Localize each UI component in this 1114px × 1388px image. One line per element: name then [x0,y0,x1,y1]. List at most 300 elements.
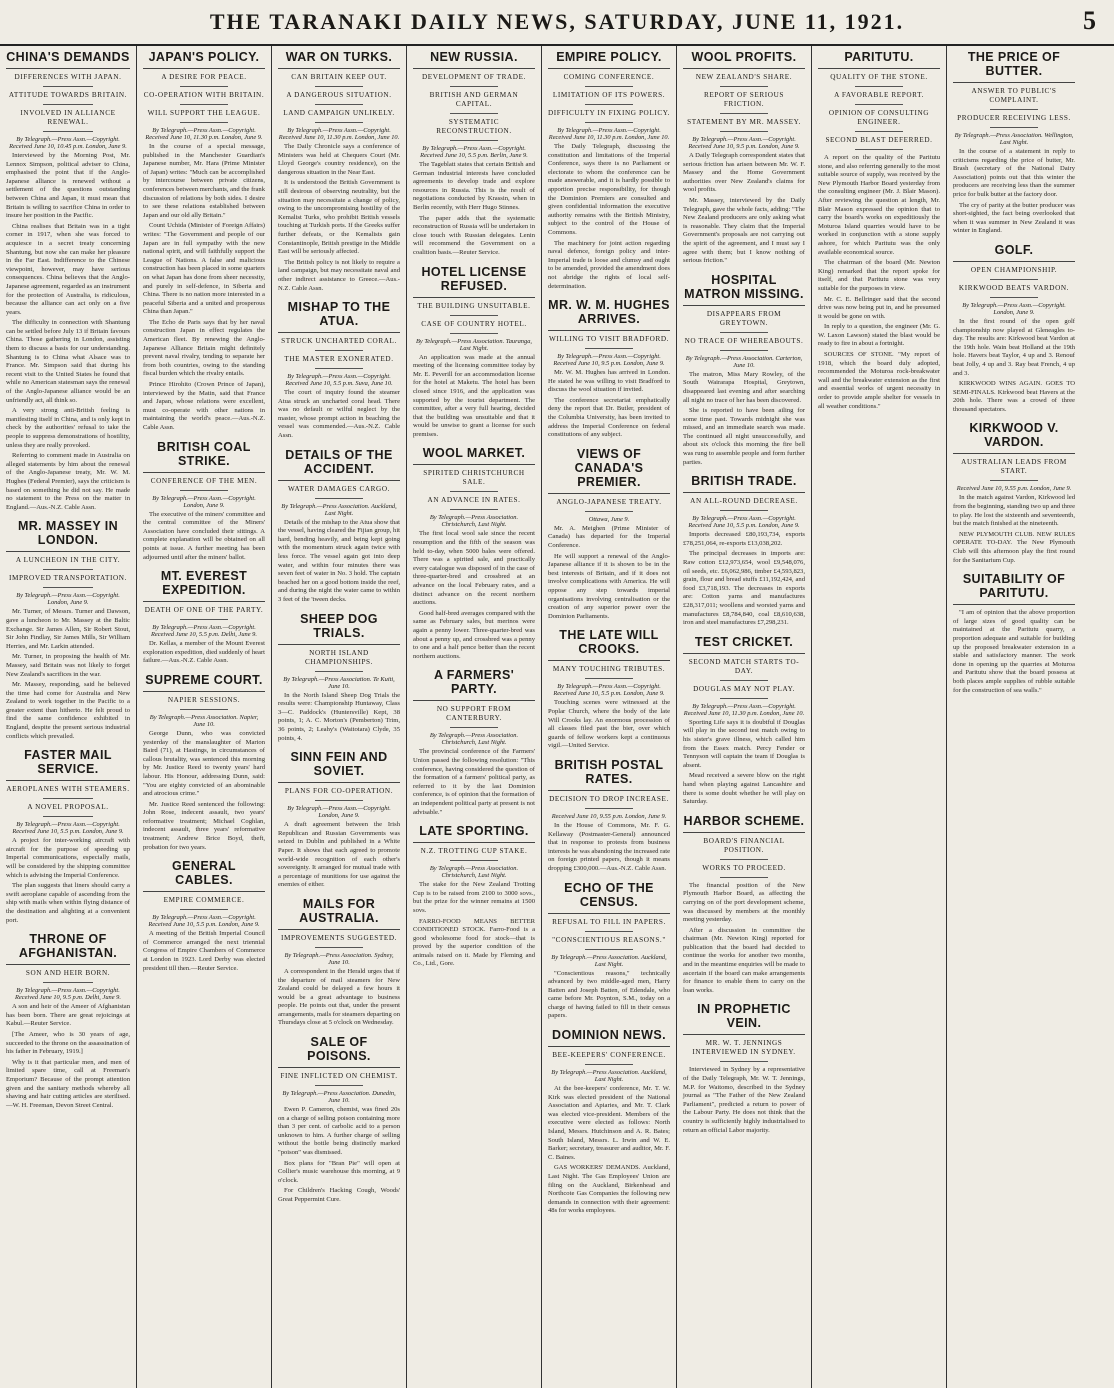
article-paragraph: The stake for the New Zealand Trotting Cup is to be raised from 2100 to 3000 sovs., but the prize for the winner remains at 1500 sovs. [413,881,535,914]
article-paragraph: Why is it that particular men, and men of limited spare time, call at Freeman's Emporium? Because of the prompt attention given and the sanitary methods whereby all shaving and hair cutting articles are sterilised.—W. H. Freeman, Devon Street Central. [6,1058,130,1109]
article-paragraph: A draft agreement between the Irish Republican and Russian Governments was seized in Dublin and published in a White Paper. It shows that each agreed to promote world-wide recognition of each other's sovereignty. It arranged for mutual trade with a percentage of munitions for use against the enemies of either. [278,821,400,889]
article-paragraph: Referring to comment made in Australia on alleged statements by him about the renewal of the Anglo-Japanese treaty, Mr. W. M. Hughes (Federal Premier), says the criticism is based on something he did not say. He made no statement to the Press on the matter in England.—Aus.-N.Z. Cable Assn. [6,452,130,511]
divider-rule [855,131,904,132]
article-paragraph: The principal decreases in imports are: Raw cotton £12,973,654, wool £9,548,076, oil seeds, etc. £6,062,986, timber £4,593,823, grain, flour and bread stuffs £11,192,424, and food £3,718,193. The decreases in exports are: Cotton yarns and manufactures £28,317,011; woollens and worsted yarns and manufactures £8,784,840, coal £8,610,638, iron and steel manufactures £7,298,231. [683,550,805,627]
article-dateline: By Telegraph.—Press Association. Sydney, June 10. [284,951,394,966]
article-paragraph: A meeting of the British Imperial Council of Commerce arranged the next triennial Congress of Empire Chambers of Commerce at London in 1923. Lord Derby was elected president till then.—Reuter Service. [143,930,265,972]
news-column [541,46,676,1388]
divider-rule [720,698,769,699]
divider-rule [855,149,904,150]
article-paragraph: The British policy is not likely to require a land campaign, but may necessitate naval and other indirect assistance to Greece.—Aus.-N.Z. Cable Assn. [278,258,400,292]
article-body [278,821,400,890]
divider-rule [720,131,769,132]
article-dateline: By Telegraph.—Press Assn.—Copyright. London, June 9. [152,494,256,509]
article-paragraph: Mead received a severe blow on the right hand when playing against Lancashire and there is some doubt whether he will play on Saturday. [683,772,805,806]
divider-rule [315,104,364,105]
article-paragraph: The provincial conference of the Farmers' Union passed the following resolution: "This conference, having considered the question of the formation of a farmers' political party, as referred to it by the last Dominion conference, is of opinion that the formation of an independent political party at present is not advisable." [413,748,535,816]
news-article [278,1035,400,1205]
masthead [0,0,1114,46]
divider-rule [855,104,904,105]
article-body [548,369,670,440]
article-paragraph: Count Uchida (Minister of Foreign Affairs) writes: "The Government and people of our Japan are in full sympathy with the new national spirit, and will faithfully support the League of Nations. A false and malicious construction has been placed in some quarters on what Japan has done from sheer necessity, and purely in self-defence, in Siberia and China. There is no nation more interested in a peaceful Siberia and a united and prosperous China than Japan." [143,222,265,316]
news-article [143,859,265,973]
article-subheading: REFUSAL TO FILL IN PAPERS. [552,917,666,926]
article-paragraph: He will support a renewal of the Anglo-Japanese alliance if it is shown to be in the best interests of Britain, and if it does not involve complications with America. He will oppose any step towards imperial organisations involving centralisation or the creation of any superior power over the Dominion Parliaments. [548,552,670,620]
article-paragraph: Interviewed by the Morning Post, Mr. Lennox Simpson, political adviser to China, emphasised the point that if the Anglo-Japanese alliance is renewed without a settlement of the questions outstanding between China and Japan, it must mean that Britain is willing to sacrifice China in order to insure her position in the Pacific. [6,152,130,220]
article-paragraph: Prince Hirohito (Crown Prince of Japan), interviewed by the Matin, said that France and Japan, whose relations were excellent, must co-operate with other nations in maintaining the world's peace.—Aus.-N.Z. Cable Assn. [143,381,265,431]
divider-rule [43,86,93,87]
article-subheading: AN ADVANCE IN RATES. [427,496,521,505]
divider-rule [585,104,634,105]
article-dateline: By Telegraph.—Press Assn.—Copyright. Received June 10, 5.5 p.m. Berlin, June 9. [420,145,528,159]
article-body [143,730,265,852]
article-subheading: QUALITY OF THE STONE. [830,73,928,81]
article-paragraph: [The Ameer, who is 30 years of age, succeeded to the throne on the assassination of his father in February, 1919.] [6,1030,130,1056]
article-subheading: WILLING TO VISIT BRADFORD. [548,335,670,344]
article-body [683,1066,805,1135]
article-headline: CHINA'S DEMANDS [6,50,130,69]
article-body [548,1085,670,1216]
article-paragraph: George Dunn, who was convicted yesterday of the manslaughter of Marion Baird (71), at Hastings, in circumstances of callous brutality, was sentenced this morning by Mr. Justice Reed to twenty years' hard labour. His Honour, addressing Dunn, said: "You are eighty convicted of an abominable and atrocious crime." [143,729,265,798]
article-dateline: By Telegraph.—Press Assn.—Copyright. London, June 9. [16,592,120,607]
article-subheading: STRUCK UNCHARTED CORAL. [281,337,397,346]
article-body [143,511,265,563]
article-subheading: IMPROVED TRANSPORTATION. [9,574,127,583]
article-subheading: DIFFERENCES WITH JAPAN. [14,73,122,81]
article-paragraph: Box plans for "Bran Pie" will open at Collier's music warehouse this morning, at 9 o'clock. [278,1159,400,1184]
divider-rule [450,727,499,728]
divider-rule [585,678,634,679]
article-body [143,143,265,433]
article-subheading: WATER DAMAGES CARGO. [287,484,391,493]
article-subheading: ANGLO-JAPANESE TREATY. [556,497,662,506]
article-headline: SUPREME COURT. [143,673,265,692]
article-paragraph: The first local wool sale since the recent resumption and the fifth of the season was held to-day, when 5000 bales were offered. There was a spirited sale, and practically every catalogue was disposed of in the case of three-quarter-bred and crossbred at an advance on the local February rates, and a distinct advance on the recent northern auctions. [413,530,535,607]
article-subheading: SECOND BLAST DEFERRED. [825,136,933,144]
article-subheading: PLANS FOR CO-OPERATION. [284,787,394,796]
article-headline: DOMINION NEWS. [548,1028,670,1047]
article-dateline: By Telegraph.—Press Assn.—Copyright. Received June 10, 5.5 p.m. London, June 9. [688,515,800,530]
article-paragraph: "I am of opinion that the above proportion of large sizes of good quality can be maintained at the Paritutu quarry, a proportion adequate and suitable for building up the proposed breakwater extension in a stable and satisfactory manner. The work done in opening up the quarries at Moturoa and Paritutu show that the board possess at both places ample supplies of rubble suitable for the construction of sea walls." [953,609,1075,694]
article-paragraph: Touching scenes were witnessed at the Poplar Church, where the body of the late Will Crooks lay. An enormous procession of all classes filed past the bier, over which guards of fellow workers kept a continuous vigil.—United Service. [548,699,670,750]
divider-rule [450,315,499,316]
article-paragraph: Mr. Massey, interviewed by the Daily Telegraph, gave the whole facts, adding: "The New Zealand producers are only asking what is reasonable. They claim that the Imperial Government's proposals are not carrying out the spirit of the agreement, and I must say I agree with them; but I know nothing of serious friction." [683,196,805,265]
article-paragraph: A Daily Telegraph correspondent states that serious friction has arisen between Mr. W. F. Massey and the Home Government authorities over New Zealand's claims for wool profits. [683,152,805,194]
article-subheading: DECISION TO DROP INCREASE. [549,794,669,803]
article-body [548,525,670,622]
article-headline: JAPAN'S POLICY. [143,50,265,69]
article-dateline: By Telegraph.—Press Assn.—Copyright. Received June 10, 11.30 p.m. London, June 10. [683,702,805,717]
article-paragraph: Dr. Kellas, a member of the Mount Everest exploration expedition, died suddenly of heart failure.—Aus.-N.Z. Cable Assn. [143,640,265,665]
news-article [143,673,265,852]
article-dateline: By Telegraph.—Press Assn.—Copyright. Received June 10, 9.5 p.m. London, June 9. [688,136,800,150]
news-article [683,1002,805,1135]
article-paragraph: The financial position of the New Plymouth Harbor Board, as affecting the carrying on of the port development scheme, was discussed by members at the monthly meeting yesterday. [683,881,805,924]
article-paragraph: In the course of a special message, published in the Manchester Guardian's Japanese number, Mr. Hara (Prime Minister of Japan) writes: "Much can be accomplished by intercourse between private citizens, conferences between merchants, and the frank discussion of relations by both sides. I desire to see these relations established between Japan and our old ally Britain." [143,143,265,219]
article-dateline: By Telegraph.—Press Assn.—Copyright. London, June 9. [287,805,391,820]
divider-rule [855,86,904,87]
divider-rule [720,332,769,333]
divider-rule [450,333,499,334]
news-article [278,897,400,1028]
divider-rule [450,491,499,492]
article-headline: A FARMERS' PARTY. [413,668,535,701]
article-headline: LATE SPORTING. [413,824,535,843]
article-dateline: By Telegraph.—Press Association. Napier, June 10. [149,713,259,728]
news-article [683,50,805,266]
news-column [406,46,541,1388]
article-subheading: CONFERENCE OF THE MEN. [150,476,258,485]
article-subheading: WORKS TO PROCEED. [702,863,786,872]
divider-rule [720,113,769,114]
news-article [413,668,535,817]
divider-rule [720,86,769,87]
article-subheading: BEE-KEEPERS' CONFERENCE. [552,1051,666,1060]
article-subheading: MR. W. T. JENNINGS INTERVIEWED IN SYDNEY. [692,1039,796,1057]
article-body [278,519,400,605]
article-paragraph: In the North Island Sheep Dog Trials the results were: Championship Huntaway, Class 3—C. Paddock's (Huntersville) Kept, 38 points, 1; A. C. Morton's (Pemberton) Trim, 36 points, 2; Leahy's (Waitotara) Clyde, 35 points, 4. [278,691,400,742]
divider-rule [585,86,634,87]
article-paragraph: Imports decreased £80,193,734, exports £78,251,064, re-exports £13,038,202. [683,531,805,547]
divider-rule [585,348,634,349]
article-subheading: A FAVORABLE REPORT. [834,91,924,99]
article-body [818,154,940,411]
article-paragraph: The Daily Telegraph, discussing the constitution and limitations of the Imperial Conference, says there is no Parliament or electorate to whom the conference can be made answerable, and it is hardly possible to apportion precise responsibility, for though the Dominion Premiers are consulted and given confidential information the executive authority remains with the British Ministry, subject to the control of the House of Commons. [548,143,670,236]
article-headline: DETAILS OF THE ACCIDENT. [278,448,400,481]
article-paragraph: The machinery for joint action regarding naval defence, foreign policy and inter-Imperial trade is loose and clumsy and ought to be amended, provided the amendment does not abridge the rights of local self-determination. [548,239,670,290]
article-dateline: Received June 10, 9.55 p.m. London, June 9. [551,812,667,820]
news-article [278,448,400,605]
article-headline: THE PRICE OF BUTTER. [953,50,1075,83]
news-column [676,46,811,1388]
article-paragraph: Ewen P. Cameron, chemist, was fined 20s on a charge of selling poison containing more than 3 per cent. of carbolic acid to a person unknown to him. A further charge of selling without the bottle being distinctly marked "poison" was dismissed. [278,1106,400,1157]
divider-rule [43,587,93,588]
article-body [683,882,805,996]
news-column [271,46,406,1388]
article-subheading: CAN BRITAIN KEEP OUT. [291,73,387,81]
article-dateline: By Telegraph.—Press Association. Christchurch, Last Night. [429,865,519,880]
divider-rule [43,816,93,817]
article-subheading: SON AND HEIR BORN. [25,969,111,978]
article-subheading: BOARD'S FINANCIAL POSITION. [703,836,785,854]
article-dateline: By Telegraph.—Press Association. Carterton, June 10. [685,354,803,369]
article-body [413,881,535,969]
article-subheading: THE BUILDING UNSUITABLE. [417,301,531,310]
article-subheading: "CONSCIENTIOUS REASONS." [552,935,666,944]
news-column [946,46,1081,1388]
article-paragraph: Mr. W. M. Hughes has arrived in London. He stated he was willing to visit Bradford to discuss the wool situation if invited. [548,369,670,394]
article-subheading: SECOND MATCH STARTS TO-DAY. [688,657,800,675]
divider-rule [315,368,364,369]
article-subheading: FINE INFLICTED ON CHEMIST. [280,1072,398,1081]
article-body [683,531,805,628]
article-paragraph: SOURCES OF STONE. "My report of 1918, which the board duly adopted, recommended the Moturoa rock-breakwater wall and the breakwater extension as the first and essential works of urgent necessity in order to provide ample shelter for vessels in all weather conditions." [818,351,940,410]
article-subheading: LAND CAMPAIGN UNLIKELY. [283,109,395,117]
article-subheading: NO SUPPORT FROM CANTERBURY. [436,705,512,723]
divider-rule [315,671,364,672]
article-paragraph: Mr. Massey, responding, said he believed the time had come for Australia and New Zealand to work together in the Pacific to a greater extent than hitherto. He felt proud to find the same confidence exhibited in England, despite the present serious industrial conflicts which prevailed. [6,681,130,740]
divider-rule [585,511,634,512]
article-paragraph: Mr. Justice Reed sentenced the following: John Rose, indecent assault, two years' reformative treatment; Michael Coghlan, indecent assault, three years' reformative treatment; Andrew Brice Boyd, theft, probation for two years. [143,800,265,851]
article-dateline: By Telegraph.—Press Assn.—Copyright. London, June 9. [962,301,1066,316]
divider-rule [450,860,499,861]
article-dateline: By Telegraph.—Press Assn.—Copyright. Received June 10, 11.30 p.m. London, June 10. [278,127,400,141]
divider-rule [315,498,364,499]
article-paragraph: A correspondent in the Herald urges that if the departure of mail steamers for New Zealand could be delayed a few hours it would be a great advantage to business people. He points out that, under the present arrangements, mails for steamers departing on Thursdays close at 5 o'clock on Wednesday. [278,967,400,1027]
article-subheading: COMING CONFERENCE. [563,73,655,81]
article-subheading: N.Z. TROTTING CUP STAKE. [420,847,528,856]
article-paragraph: She is reported to have been ailing for some time past. Towards midnight she was missed, and an immediate search was made. The continued all night unsuccessfully, and about six o'clock this morning the fire bell was rung to assemble people and form further parties. [683,407,805,466]
article-dateline: By Telegraph.—Press Assn.—Copyright. Received June 10, 5.5 p.m. London, June 9. [12,821,124,836]
divider-rule [315,947,364,948]
article-headline: VIEWS OF CANADA'S PREMIER. [548,447,670,494]
article-body [6,1003,130,1110]
article-paragraph: Details of the mishap to the Atua show that the vessel, having cleared the Fijian group, hit hard, bending heavily, and being kept going with the momentum struck again twice with less force. The vessel again got into deep water, and within four minutes there was seven feet of water in No. 3 hold. The captain beached her on a good bottom inside the reef, and during the night the water came to within 3 feet of the 'tween decks. [278,518,400,603]
article-headline: EMPIRE POLICY. [548,50,670,69]
divider-rule [720,1061,769,1062]
article-subheading: STATEMENT BY MR. MASSEY. [687,118,801,126]
article-body [413,161,535,258]
article-headline: TEST CRICKET. [683,635,805,654]
news-article [548,447,670,622]
article-body [953,318,1075,415]
article-headline: SUITABILITY OF PARITUTU. [953,572,1075,605]
article-paragraph: Good half-bred averages compared with the same as February sales, but merinos were again a penny lower. Three-quarter-bred was about a penny up, and crossbred was a penny to one and a half pence better than the recent northern auctions. [413,609,535,660]
divider-rule [720,877,769,878]
article-paragraph: The executive of the miners' committee and the central committee of the Miners' Association have concluded their sittings. A complete explanation will be obtained on all points at issue. A further meeting has been adjourned until after the miners' ballot. [143,510,265,561]
article-subheading: DISAPPEARS FROM GREYTOWN. [706,309,782,327]
article-dateline: By Telegraph.—Press Association. Wellington, Last Night. [954,132,1074,146]
article-subheading: DEVELOPMENT OF TRADE. [422,73,526,81]
article-body [548,699,670,751]
article-paragraph: At the bee-keepers' conference, Mr. T. W. Kirk was elected president of the National Association and Apiaries, and Mr. T. Clark was elected vice-president. Members of the executive were elected as follows: North Island, Messrs. Hutchinson and A. R. Bates; South Island, Messrs. L. Irwin and W. E. Barker; secretary, treasurer and auditor, Mr. F. C. Baines. [548,1085,670,1161]
news-article [278,300,400,441]
divider-rule [180,619,229,620]
article-headline: SINN FEIN AND SOVIET. [278,750,400,783]
article-subheading: A LUNCHEON IN THE CITY. [15,556,121,565]
article-subheading: MANY TOUCHING TRIBUTES. [552,665,666,674]
article-headline: MAILS FOR AUSTRALIA. [278,897,400,930]
article-headline: MR. W. M. HUGHES ARRIVES. [548,298,670,331]
article-dateline: By Telegraph.—Press Association. Te Kuiti, June 10. [283,675,395,690]
news-article [6,50,130,512]
article-body [548,143,670,291]
article-dateline: Received June 10, 9.55 p.m. London, June 9. [956,485,1072,493]
newspaper-columns [0,46,1114,1388]
article-paragraph: A report on the quality of the Paritutu stone, and also referring generally to the most suitable source of supply, was received by the New Plymouth Harbor Board yesterday from the consulting engineer (Mr. J. Blair Mason). After reviewing the question at length, Mr. Blair Mason expressed the opinion that to carry the board's works on expeditiously the Moturoa Island quarries would have to be worked in conjunction with a stone supply ashore, for which Paritutu was the only available economical source. [818,154,940,256]
article-dateline: By Telegraph.—Press Assn.—Copyright. Received June 10, 5.5 p.m. London, June 9. [553,683,665,698]
news-article [953,572,1075,695]
article-subheading: LIMITATION OF ITS POWERS. [552,91,666,99]
divider-rule [720,350,769,351]
article-subheading: KIRKWOOD BEATS VARDON. [958,283,1070,292]
article-body [143,640,265,666]
article-subheading: ATTITUDE TOWARDS BRITAIN. [8,91,128,99]
article-paragraph: The chairman of the board (Mr. Newton King) remarked that the report spoke for itself, and that Paritutu stone was very suitable for the purposes in view. [818,259,940,292]
news-article [953,50,1075,236]
article-paragraph: The Tageblatt states that certain British and German industrial interests have concluded agreements to develop trade and explore resources in Russia. This is the result of negotiations conducted by Krassin, when in Berlin recently, with Herr Hugo Stinnes. [413,161,535,211]
article-dateline: By Telegraph.—Press Assn.—Copyright. Received June 10, 9.5 p.m. Delhi, June 9. [15,987,121,1002]
news-article [278,612,400,744]
news-article [683,635,805,807]
news-article [548,628,670,751]
article-headline: FASTER MAIL SERVICE. [6,748,130,781]
article-subheading: DOUGLAS MAY NOT PLAY. [693,684,795,693]
article-headline: THRONE OF AFGHANISTAN. [6,932,130,965]
news-article [548,881,670,1022]
article-paragraph: The Daily Chronicle says a conference of Ministers was held at Chequers Court (Mr. Lloyd George's country residence), on the dangerous situation in the Near East. [278,143,400,176]
divider-rule [180,86,229,87]
divider-rule [180,909,229,910]
article-body [953,494,1075,565]
article-dateline: By Telegraph.—Press Association. Auckland, Last Night. [281,502,397,517]
article-headline: NEW RUSSIA. [413,50,535,69]
article-headline: GOLF. [953,243,1075,262]
article-dateline: By Telegraph.—Press Association. Auckland, Last Night. [551,1069,667,1084]
article-paragraph: A very strong anti-British feeling is manifesting itself in China, and is only kept in check by the authorities' refusal to take the people to suppress demonstrations of hostility, unless they are really provoked. [6,407,130,449]
divider-rule [585,1064,634,1065]
article-body [683,371,805,468]
article-dateline: By Telegraph.—Press Association. Christchurch, Last Night. [429,732,519,747]
article-dateline: By Telegraph.—Press Association. Dunedin, June 10. [282,1090,396,1105]
news-article [683,474,805,628]
article-body [6,608,130,741]
article-dateline: Ottawa, June 9. [588,515,630,523]
divider-rule [180,709,229,710]
divider-rule [315,122,364,123]
divider-rule [585,949,634,950]
news-article [953,421,1075,565]
article-body [548,970,670,1022]
article-body [6,837,130,925]
article-paragraph: FARRO-FOOD MEANS BETTER CONDITIONED STOCK. Farro-Food is a good wholesome food for stock—that is proved by the superior condition of the animals raised on it. Made by Fleming and Co., Ltd., Gore. [413,917,535,968]
news-article [6,519,130,741]
news-article [953,243,1075,415]
article-headline: HOSPITAL MATRON MISSING. [683,273,805,306]
news-article [683,814,805,996]
news-article [6,932,130,1110]
news-article [413,824,535,969]
news-article [143,50,265,433]
news-article [548,298,670,440]
news-article [143,440,265,563]
article-paragraph: In the House of Commons, Mr. F. G. Kellaway (Postmaster-General) announced that in response to protests from business interests he was abandoning the increased rate on foreign printed papers, though it means dropping £300,000.—Aus.-N.Z. Cable Assn. [548,821,670,872]
article-paragraph: In reply to a question, the engineer (Mr. G. W. Laxon Lawson) stated the blast would be ready to fire in about a fortnight. [818,323,940,348]
article-paragraph: After a discussion in committee the chairman (Mr. Newton King) reported for publication that the board had decided to continue the works for another two months, and in the meantime enquiries will be made to ascertain if the board can make arrangements for finance to enable them to carry on the loan works. [683,926,805,994]
news-article [143,569,265,666]
article-headline: THE LATE WILL CROOKS. [548,628,670,661]
article-body [413,354,535,440]
article-subheading: CASE OF COUNTRY HOTEL. [421,319,527,328]
page-number: 5 [1083,6,1096,35]
article-body [278,968,400,1028]
article-paragraph: The difficulty in connection with Shantung can be settled before July 13 if Britain favours China. Those gathering in London, assisting them to discuss a basis for our understanding. Shantung is to China what Alsace was to France. Mr. Simpson said that during his recent visit to the United States he found that while no American statesman says the renewal of the Anglo-Japanese alliance would be an unfriendly act, all think so. [6,319,130,404]
article-subheading: SPIRITED CHRISTCHURCH SALE. [423,469,525,487]
article-subheading: DIFFICULTY IN FIXING POLICY. [548,109,670,117]
divider-rule [990,127,1039,128]
article-subheading: NORTH ISLAND CHAMPIONSHIPS. [304,648,374,666]
divider-rule [180,490,229,491]
article-paragraph: The Echo de Paris says that by her naval construction Japan in effect regulates the American fleet. By renewing the Anglo-Japanese Alliance Britain might definitely prevent naval rivalry, tending to separate her from both countries, owing to the standing fiscal burden which the rivalry entails. [143,318,265,378]
divider-rule [43,104,93,105]
article-subheading: NAPIER SESSIONS. [167,695,241,704]
divider-rule [450,86,499,87]
article-headline: BRITISH TRADE. [683,474,805,493]
divider-rule [43,569,93,570]
article-paragraph: It is understood the British Government is still desirous of observing neutrality, but the situation may necessitate a change of policy, owing to the uncompromising hostility of the Kemalist Turks, who prohibit British vessels touching at Turkish ports. If the Greeks suffer further defeats, or the Kemalists gain Constantinople, British prestige in the Middle East will be seriously affected. [278,179,400,256]
article-subheading: A DESIRE FOR PEACE. [161,73,247,81]
article-headline: WOOL PROFITS. [683,50,805,69]
article-headline: HARBOR SCHEME. [683,814,805,833]
divider-rule [315,86,364,87]
article-subheading: REPORT OF SERIOUS FRICTION. [704,91,784,108]
article-body [548,822,670,874]
article-body [143,930,265,973]
article-body [683,152,805,266]
article-subheading: ANSWER TO PUBLIC'S COMPLAINT. [971,87,1057,104]
article-subheading: A DANGEROUS SITUATION. [286,91,392,99]
article-body [683,719,805,807]
article-paragraph: A son and heir of the Ameer of Afghanistan has been born. There are great rejoicings at Kabul.—Reuter Service. [6,1003,130,1028]
article-subheading: IMPROVEMENTS SUGGESTED. [280,933,398,942]
article-paragraph: Interviewed in Sydney by a representative of the Daily Telegraph, Mr. W. T. Jennings, M.P. for Waitomo, described in the Sydney journal as "The Father of the New Zealand Parliament", predicted a return to power of the Labour Party. He does not think that the country is sufficiently highly industrialised to return an official Labor majority. [683,1066,805,1134]
article-headline: HOTEL LICENSE REFUSED. [413,265,535,298]
article-paragraph: In the first round of the open golf championship now played at Gleneagles to-day. The results are: Kirkwood beat Vardon at the 19th hole. Wain beat Holland at the 19th hole. Havers beat Taylor, 4 up and 3. Renouf beat Jolly, 4 up and 3. Ray beat French, 4 up and 3. [953,317,1075,377]
article-paragraph: An application was made at the annual meeting of the licensing committee today by Mr. E. Peverill for an accommodation license for the hotel at Maketu. The hotel has been closed since 1916, and the application was supported by the tourist department. The committee, after a very full hearing, decided that the building was unsuitable and that it would be unwise to grant a license for such premises. [413,353,535,438]
divider-rule [720,510,769,511]
news-article [818,50,940,411]
divider-rule [180,104,229,105]
news-article [548,758,670,874]
article-paragraph: GAS WORKERS' DEMANDS. Auckland, Last Night. The Gas Employees' Union are filing on the Auckland, Birkenhead and Northcote Gas Companies the following new demands in connection with their agreement: 48s for works employees. [548,1164,670,1215]
divider-rule [585,122,634,123]
divider-rule [990,109,1039,110]
article-subheading: EMPIRE COMMERCE. [163,896,245,905]
article-headline: PARITUTU. [818,50,940,69]
article-paragraph: Sporting Life says it is doubtful if Douglas will play in the second test match owing to his sister's grave illness, which called him from the Essex match. Percy Fender or Tennyson will captain the team if Douglas is absent. [683,718,805,769]
article-paragraph: KIRKWOOD WINS AGAIN. GOES TO SEMI-FINALS. Kirkwood beat Havers at the 20th hole. There was a crowd of three thousand spectators. [953,380,1075,413]
article-paragraph: NEW PLYMOUTH CLUB. NEW RULES OPERATE TO-DAY. The New Plymouth Club will this afternoon play the first round for the Sanitarium Cup. [953,530,1075,564]
article-paragraph: The conference secretariat emphatically deny the report that Dr. Butler, president of the Columbia University, has been invited to address the Imperial Conference on federal constitutions of any subject. [548,396,670,439]
news-article [413,265,535,440]
article-headline: MR. MASSEY IN LONDON. [6,519,130,552]
divider-rule [180,122,229,123]
article-headline: MT. EVEREST EXPEDITION. [143,569,265,602]
news-article [683,273,805,468]
article-headline: WAR ON TURKS. [278,50,400,69]
news-column [0,46,136,1388]
article-subheading: OPEN CHAMPIONSHIP. [970,265,1058,274]
article-subheading: CO-OPERATION WITH BRITAIN. [143,91,265,99]
article-paragraph: Mr. C. E. Bellringer said that the second drive was now being put in, and he presumed it would be gone on with. [818,295,940,320]
article-headline: ECHO OF THE CENSUS. [548,881,670,914]
article-headline: BRITISH COAL STRIKE. [143,440,265,473]
divider-rule [585,931,634,932]
divider-rule [315,800,364,801]
divider-rule [990,297,1039,298]
article-body [413,530,535,661]
article-paragraph: The paper adds that the systematic reconstruction of Russia will be undertaken in close touch with Russian delegates. Lenin will recommend the Government on a coalition basis.—Reuter Service. [413,214,535,256]
article-headline: GENERAL CABLES. [143,859,265,892]
article-dateline: By Telegraph.—Press Association. Tauranga, Last Night. [416,337,532,352]
article-body [278,143,400,293]
divider-rule [450,509,499,510]
article-subheading: AEROPLANES WITH STEAMERS. [6,785,130,794]
article-paragraph: Mr. Turner, of Messrs. Turner and Dawson, gave a luncheon to Mr. Massey at the Baltic Exchange. Sir James Allen, Sir Robert Stout, Sir John Findlay, Sir James Mills, Sir William Herries, and Mr. Larkin attended. [6,608,130,650]
article-paragraph: In the course of a statement in reply to criticisms regarding the price of butter, Mr. Brash (secretary of the National Dairy Association) points out that this winter the producers are receiving less than the summer price for bulk butter at the factory door. [953,148,1075,198]
news-article [548,50,670,291]
article-body [953,148,1075,236]
